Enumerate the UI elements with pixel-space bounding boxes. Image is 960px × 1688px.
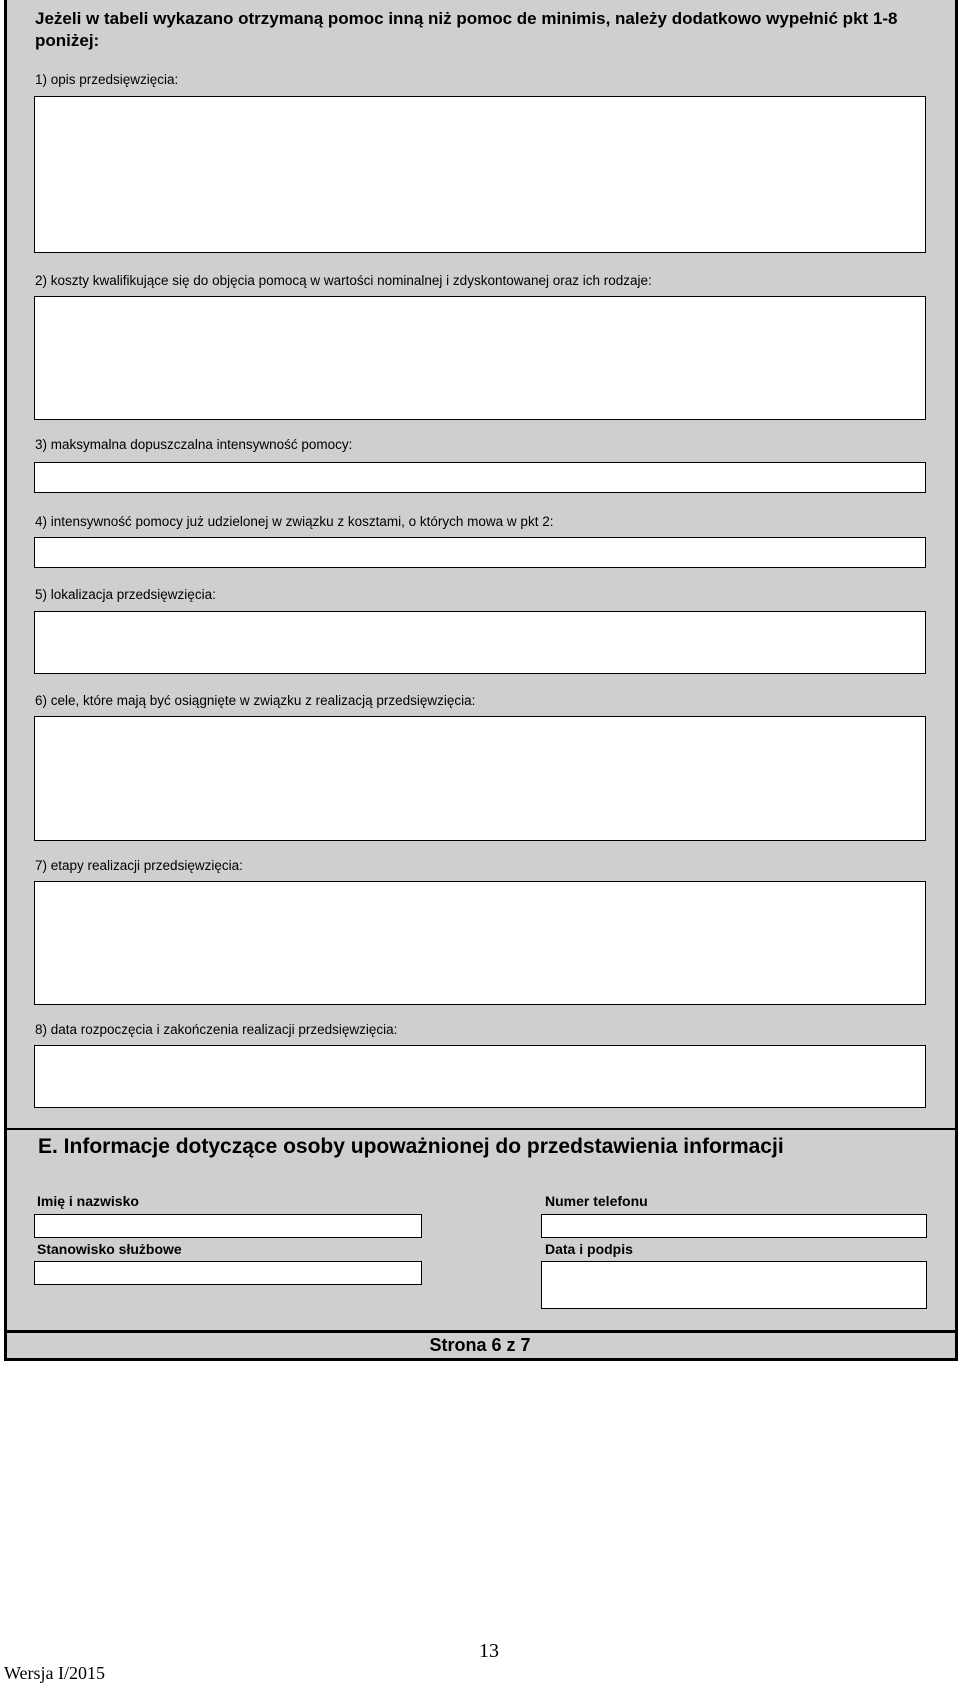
location-field[interactable] [34,611,926,674]
phone-label: Numer telefonu [545,1193,648,1209]
field-5-label: 5) lokalizacja przedsięwzięcia: [35,587,216,602]
field-7-label: 7) etapy realizacji przedsięwzięcia: [35,858,243,873]
eligible-costs-field[interactable] [34,296,926,420]
date-signature-label: Data i podpis [545,1241,633,1257]
goals-field[interactable] [34,716,926,841]
description-field[interactable] [34,96,926,253]
name-field[interactable] [34,1214,422,1238]
date-signature-field[interactable] [541,1261,927,1309]
field-6-label: 6) cele, które mają być osiągnięte w związku z realizacją przedsięwzięcia: [35,693,476,708]
granted-intensity-field[interactable] [34,537,926,568]
page-indicator: Strona 6 z 7 [429,1335,531,1355]
field-8-label: 8) data rozpoczęcia i zakończenia realizacji przedsięwzięcia: [35,1022,398,1037]
field-2-label: 2) koszty kwalifikujące się do objęcia pomocą w wartości nominalnej i zdyskontowanej oraz ich rodzaje: [35,273,652,288]
page-number: 13 [479,1640,499,1662]
name-label: Imię i nazwisko [37,1193,139,1209]
field-4-label: 4) intensywność pomocy już udzielonej w związku z kosztami, o których mowa w pkt 2: [35,514,554,529]
max-intensity-field[interactable] [34,462,926,493]
field-1-label: 1) opis przedsięwzięcia: [35,72,179,87]
stages-field[interactable] [34,881,926,1005]
version-text: Wersja I/2015 [4,1663,106,1683]
field-3-label: 3) maksymalna dopuszczalna intensywność pomocy: [35,437,353,452]
position-label: Stanowisko służbowe [37,1241,182,1257]
section-e-title: E. Informacje dotyczące osoby upoważnionej do przedstawienia informacji [38,1135,784,1158]
phone-field[interactable] [541,1214,927,1238]
position-field[interactable] [34,1261,422,1285]
intro-text: Jeżeli w tabeli wykazano otrzymaną pomoc inną niż pomoc de minimis, należy dodatkowo wypełnić pkt 1-8 poniżej: [35,9,898,50]
start-end-date-field[interactable] [34,1045,926,1108]
